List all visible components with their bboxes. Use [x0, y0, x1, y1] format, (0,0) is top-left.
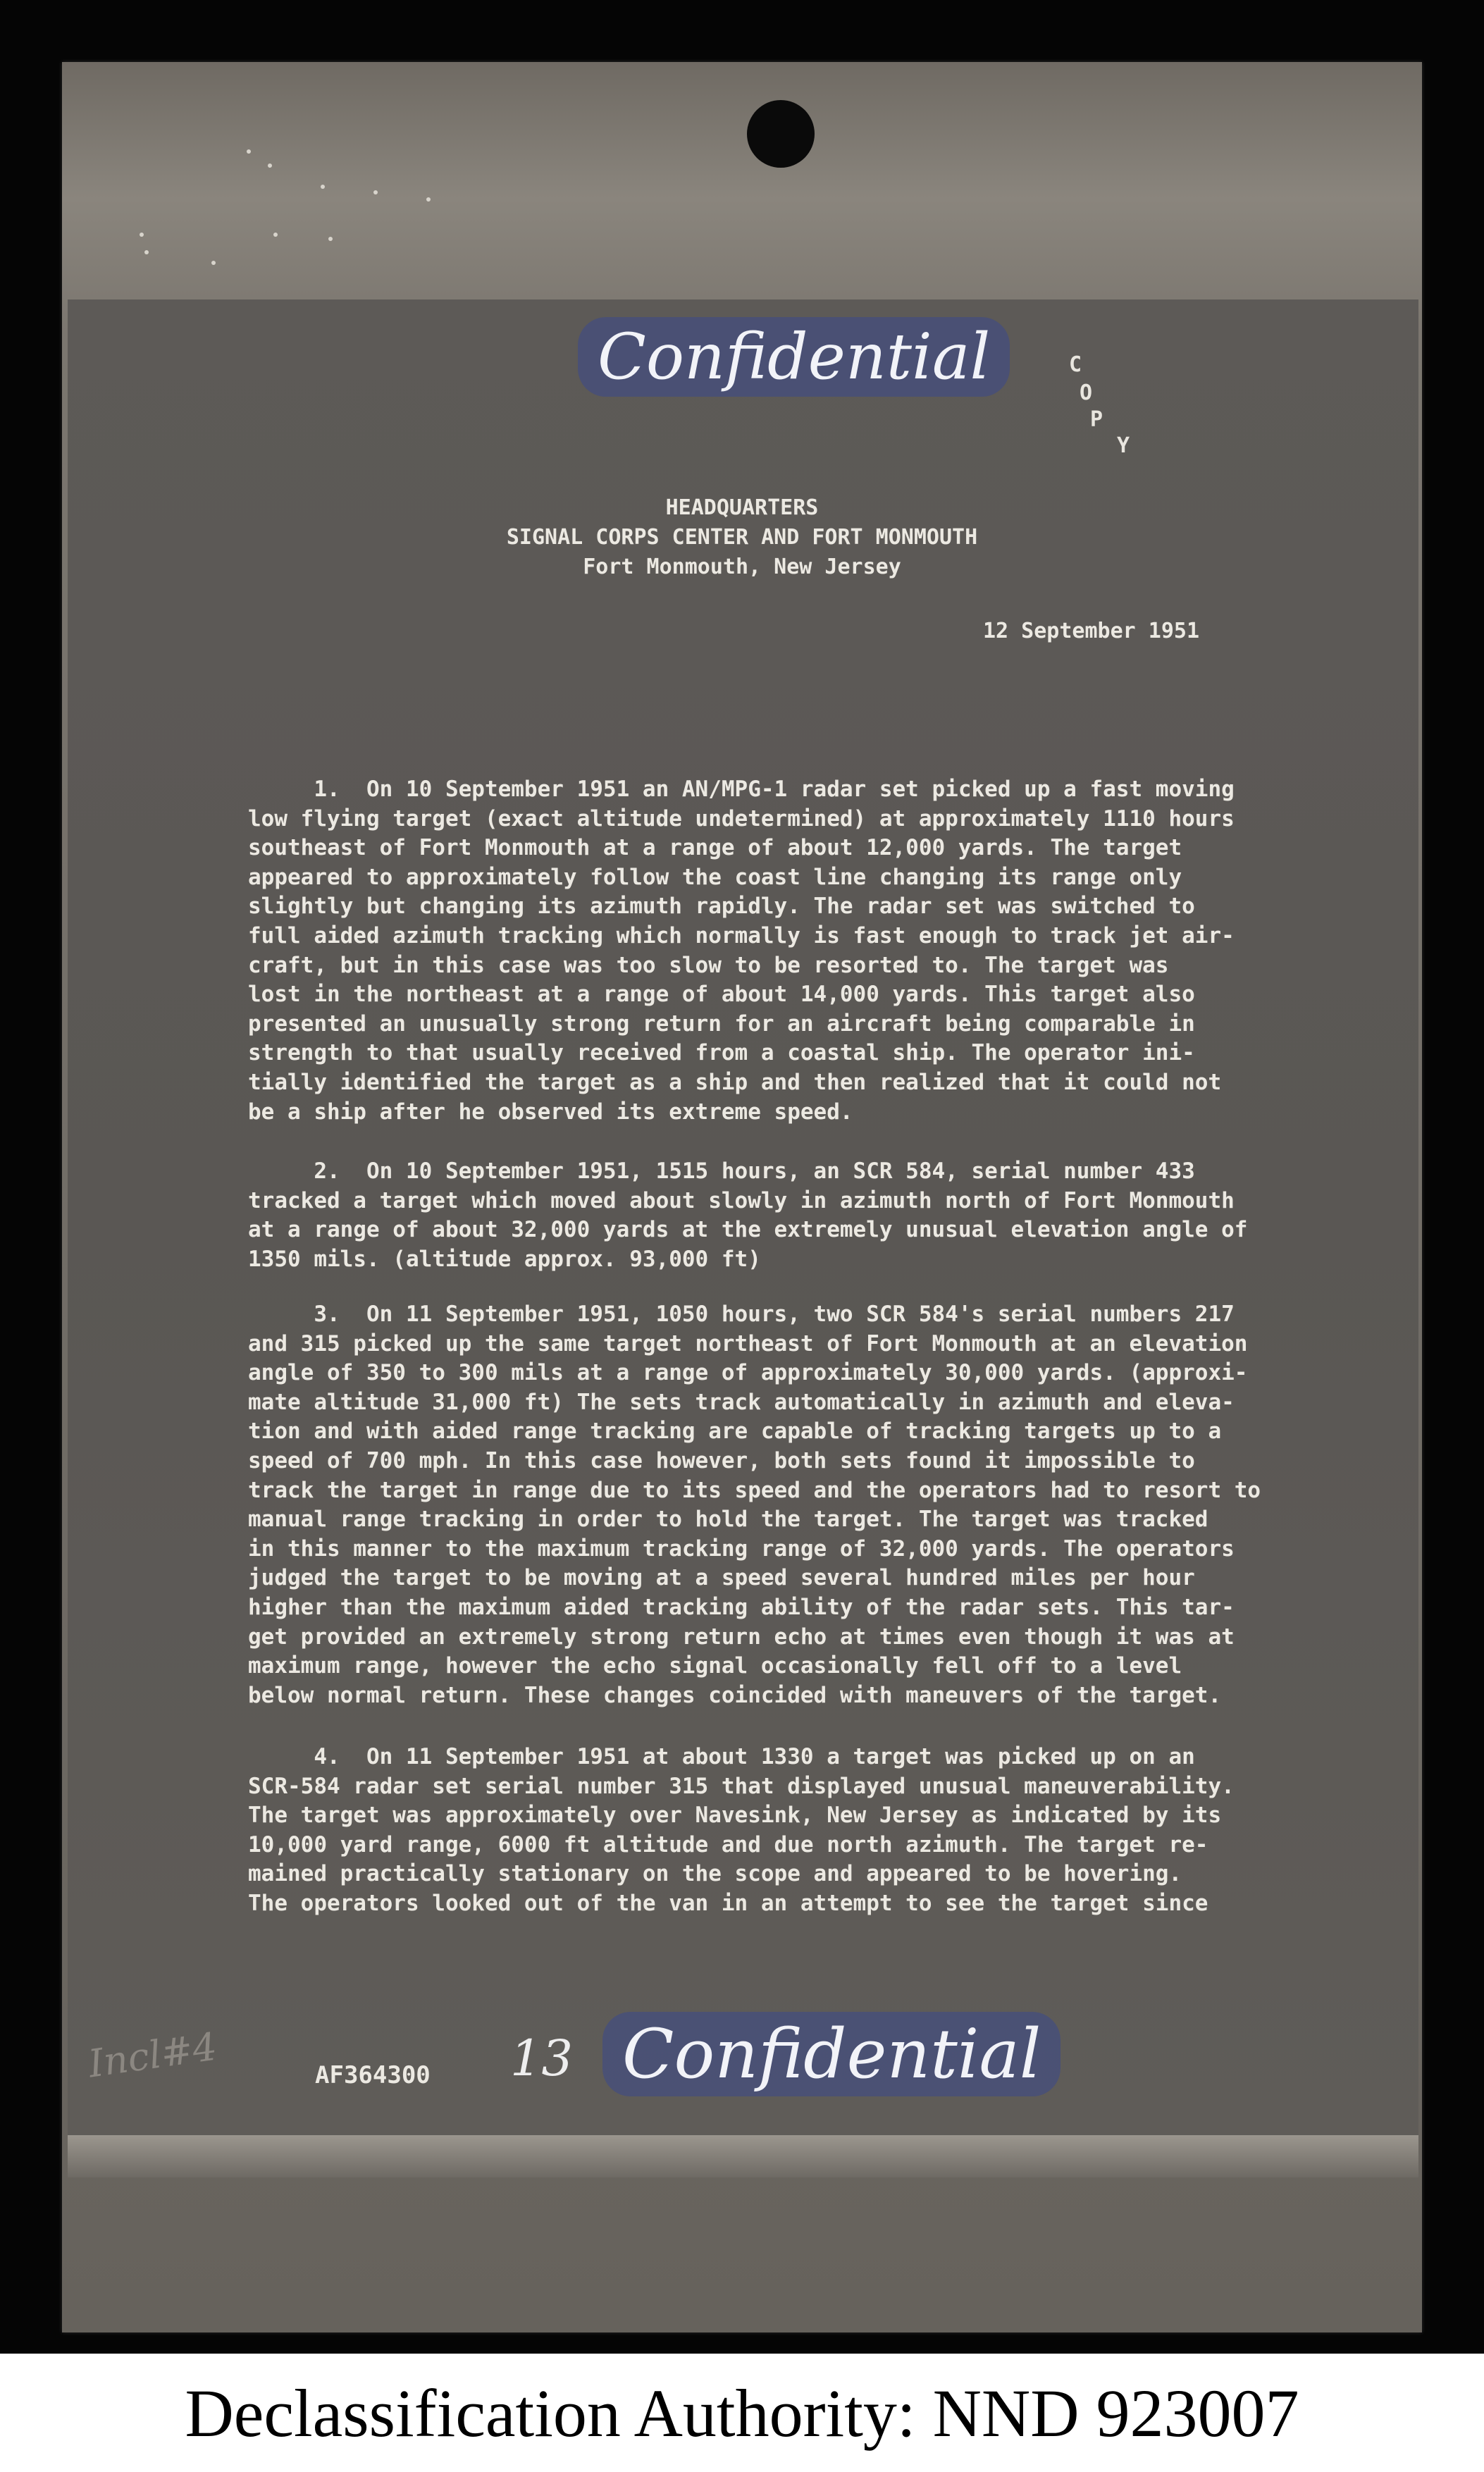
- letterhead-line: SIGNAL CORPS CENTER AND FORT MONMOUTH: [506, 525, 978, 550]
- text-line: judged the target to be moving at a speed several hundred miles per hour: [248, 1565, 1195, 1591]
- classification-stamp-bottom: Confidential: [602, 2012, 1061, 2096]
- text-line: below normal return. These changes coincided with maneuvers of the target.: [248, 1682, 1222, 1708]
- text-line: The target was approximately over Navesink, New Jersey as indicated by its: [248, 1803, 1222, 1829]
- text-line: SCR-584 radar set serial number 315 that displayed unusual maneuverability.: [248, 1773, 1235, 1799]
- letterhead-line: Fort Monmouth, New Jersey: [583, 555, 901, 579]
- paragraph-4: [248, 1743, 1347, 1919]
- copy-mark-letter: Y: [1117, 433, 1130, 458]
- text-line: slightly but changing its azimuth rapidly. The radar set was switched to: [248, 894, 1195, 920]
- text-line: 1. On 10 September 1951 an AN/MPG-1 radar set picked up a fast moving: [248, 777, 1235, 802]
- text-line: higher than the maximum aided tracking ability of the radar sets. This tar-: [248, 1594, 1235, 1620]
- paragraph-1: [248, 775, 1347, 1127]
- text-line: mained practically stationary on the scope and appeared to be hovering.: [248, 1861, 1182, 1887]
- handwritten-inclosure-note: Incl#4: [85, 2024, 220, 2087]
- text-line: craft, but in this case was too slow to be resorted to. The target was: [248, 952, 1169, 978]
- declassification-caption: Declassification Authority: NND 923007: [185, 2375, 1299, 2451]
- text-line: get provided an extremely strong return echo at times even though it was at: [248, 1624, 1235, 1650]
- text-line: angle of 350 to 300 mils at a range of approximately 30,000 yards. (approxi-: [248, 1360, 1248, 1386]
- text-line: low flying target (exact altitude undetermined) at approximately 1110 hours: [248, 805, 1235, 832]
- text-line: at a range of about 32,000 yards at the extremely unusual elevation angle of: [248, 1217, 1248, 1243]
- text-line: track the target in range due to its speed and the operators had to resort to: [248, 1477, 1261, 1503]
- text-line: speed of 700 mph. In this case however, both sets found it impossible to: [248, 1447, 1195, 1473]
- punch-hole: [747, 100, 815, 168]
- text-line: 2. On 10 September 1951, 1515 hours, an SCR 584, serial number 433: [248, 1158, 1195, 1184]
- classification-stamp-top: Confidential: [578, 317, 1010, 397]
- paragraph-3: [248, 1300, 1347, 1710]
- paragraph-2: [248, 1157, 1347, 1274]
- text-line: maximum range, however the echo signal occasionally fell off to a level: [248, 1653, 1182, 1679]
- text-line: lost in the northeast at a range of about 14,000 yards. This target also: [248, 982, 1195, 1008]
- copy-mark-letter: C: [1069, 352, 1082, 377]
- letterhead: [0, 493, 1484, 582]
- text-line: and 315 picked up the same target northeast of Fort Monmouth at an elevation: [248, 1330, 1248, 1356]
- text-line: The operators looked out of the van in an attempt to see the target since: [248, 1890, 1208, 1916]
- text-line: tially identified the target as a ship and then realized that it could not: [248, 1069, 1222, 1095]
- handwritten-page-mark: 13: [510, 2029, 574, 2087]
- text-line: tracked a target which moved about slowly in azimuth north of Fort Monmouth: [248, 1187, 1235, 1213]
- copy-mark-letter: O: [1080, 381, 1093, 405]
- text-line: be a ship after he observed its extreme speed.: [248, 1099, 853, 1125]
- text-line: 10,000 yard range, 6000 ft altitude and due north azimuth. The target re-: [248, 1831, 1208, 1858]
- text-line: 1350 mils. (altitude approx. 93,000 ft): [248, 1246, 761, 1272]
- text-line: full aided azimuth tracking which normally is fast enough to track jet air-: [248, 922, 1235, 948]
- text-line: mate altitude 31,000 ft) The sets track automatically in azimuth and eleva-: [248, 1389, 1235, 1415]
- text-line: presented an unusually strong return for an aircraft being comparable in: [248, 1011, 1195, 1037]
- text-line: manual range tracking in order to hold the target. The target was tracked: [248, 1507, 1208, 1533]
- text-line: tion and with aided range tracking are capable of tracking targets up to a: [248, 1419, 1222, 1445]
- text-line: appeared to approximately follow the coast line changing its range only: [248, 864, 1182, 890]
- copy-mark-letter: P: [1090, 407, 1103, 432]
- text-line: 4. On 11 September 1951 at about 1330 a target was picked up on an: [248, 1744, 1195, 1769]
- sheet-bottom-strip: [68, 2135, 1418, 2177]
- text-line: 3. On 11 September 1951, 1050 hours, two SCR 584's serial numbers 217: [248, 1302, 1235, 1327]
- letterhead-line: HEADQUARTERS: [665, 495, 819, 520]
- document-date: 12 September 1951: [983, 619, 1200, 643]
- document-number: AF364300: [315, 2061, 431, 2089]
- text-line: strength to that usually received from a coastal ship. The operator ini-: [248, 1040, 1195, 1066]
- text-line: southeast of Fort Monmouth at a range of about 12,000 yards. The target: [248, 835, 1182, 861]
- text-line: in this manner to the maximum tracking range of 32,000 yards. The operators: [248, 1535, 1235, 1562]
